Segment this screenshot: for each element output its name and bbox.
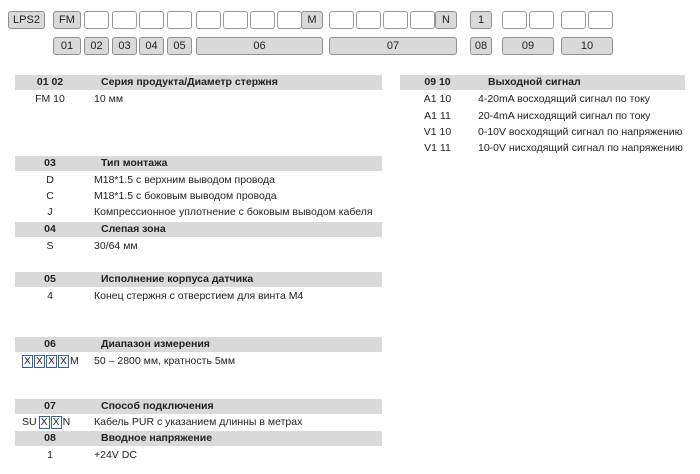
index-01: 01 <box>53 37 81 55</box>
section-header-04 <box>15 222 382 237</box>
section-code: 04 <box>44 223 56 235</box>
code-box-09a <box>502 11 527 29</box>
section-code: 01 02 <box>36 76 64 88</box>
table-row: D M18*1.5 с верхним выводом провода <box>46 174 275 186</box>
table-row: V1 10 0-10V восходящий сигнал по напряжению <box>423 126 683 138</box>
section-title: Тип монтажа <box>101 157 168 169</box>
section-code: 03 <box>44 157 56 169</box>
code-box-07b <box>356 11 381 29</box>
section-title: Слепая зона <box>101 223 166 235</box>
section-title: Диапазон измерения <box>101 338 210 350</box>
table-row: A1 11 20-4mA нисходящий сигнал по току <box>424 110 651 122</box>
index-08: 08 <box>470 37 492 55</box>
placeholder-digit-box: X <box>58 355 69 368</box>
code-box-07d <box>410 11 435 29</box>
index-06: 06 <box>196 37 323 55</box>
section-title: Выходной сигнал <box>488 76 581 88</box>
table-row: C M18*1.5 с боковым выводом провода <box>46 190 277 202</box>
code-box-03 <box>112 11 137 29</box>
code-box-06b <box>223 11 248 29</box>
placeholder-digit-box: X <box>46 355 57 368</box>
code-box-04 <box>139 11 164 29</box>
section-header-08 <box>15 431 382 446</box>
code-box-prefix: LPS2 <box>8 11 45 29</box>
code-box-08-one: 1 <box>470 11 492 29</box>
section-code: 08 <box>44 432 56 444</box>
section-header-0910 <box>400 75 685 90</box>
code-box-07-n: N <box>435 11 457 29</box>
code-box-07c <box>383 11 408 29</box>
range-code-pattern <box>22 355 81 368</box>
section-code: 07 <box>44 400 56 412</box>
code-box-09b <box>529 11 554 29</box>
code-box-06d <box>277 11 302 29</box>
table-row: X X X X M 50 – 2800 мм, кратность 5мм <box>15 354 382 370</box>
code-box-06c <box>250 11 275 29</box>
connection-code-suffix: N <box>62 416 71 428</box>
placeholder-digit-box: X <box>39 416 50 429</box>
index-09: 09 <box>502 37 554 55</box>
code-box-10b <box>588 11 613 29</box>
code-box-06-m: M <box>301 11 323 29</box>
section-title: Вводное напряжение <box>101 432 213 444</box>
table-row: 4 Конец стержня с отверстием для винта M4 <box>47 290 304 302</box>
index-07: 07 <box>329 37 457 55</box>
section-header-0102 <box>15 75 382 90</box>
table-row: S 30/64 мм <box>46 240 138 252</box>
section-code: 06 <box>44 338 56 350</box>
table-row: 1 +24V DC <box>47 449 137 461</box>
connection-code-prefix: SU <box>22 416 37 428</box>
section-header-03 <box>15 156 382 171</box>
section-header-05 <box>15 272 382 287</box>
index-05: 05 <box>167 37 192 55</box>
section-title: Способ подключения <box>101 400 214 412</box>
placeholder-digit-box: X <box>34 355 45 368</box>
section-header-06 <box>15 337 382 352</box>
code-box-07a <box>329 11 354 29</box>
table-row: FM 10 10 мм <box>35 93 124 105</box>
placeholder-digit-box: X <box>22 355 33 368</box>
index-03: 03 <box>112 37 137 55</box>
connection-code-pattern <box>22 416 72 429</box>
code-box-10a <box>561 11 586 29</box>
code-box-02 <box>84 11 109 29</box>
section-title: Исполнение корпуса датчика <box>101 273 254 285</box>
code-box-06a <box>196 11 221 29</box>
index-04: 04 <box>139 37 164 55</box>
table-row: SU X X N Кабель PUR с указанием длинны в метрах <box>22 416 303 428</box>
section-title: Серия продукта/Диаметр стержня <box>101 76 278 88</box>
code-box-series: FM <box>53 11 81 29</box>
table-row: A1 10 4-20mA восходящий сигнал по току <box>423 93 651 105</box>
code-box-05 <box>167 11 192 29</box>
table-row: V1 11 10-0V нисходящий сигнал по напряжению <box>424 142 683 154</box>
placeholder-digit-box: X <box>51 416 62 429</box>
table-row: J Компрессионное уплотнение с боковым выводом кабеля <box>47 206 373 218</box>
section-code: 05 <box>44 273 56 285</box>
section-code: 09 10 <box>424 76 451 88</box>
section-header-07 <box>15 399 382 414</box>
index-10: 10 <box>561 37 613 55</box>
index-02: 02 <box>84 37 109 55</box>
range-code-suffix: M <box>70 355 79 367</box>
